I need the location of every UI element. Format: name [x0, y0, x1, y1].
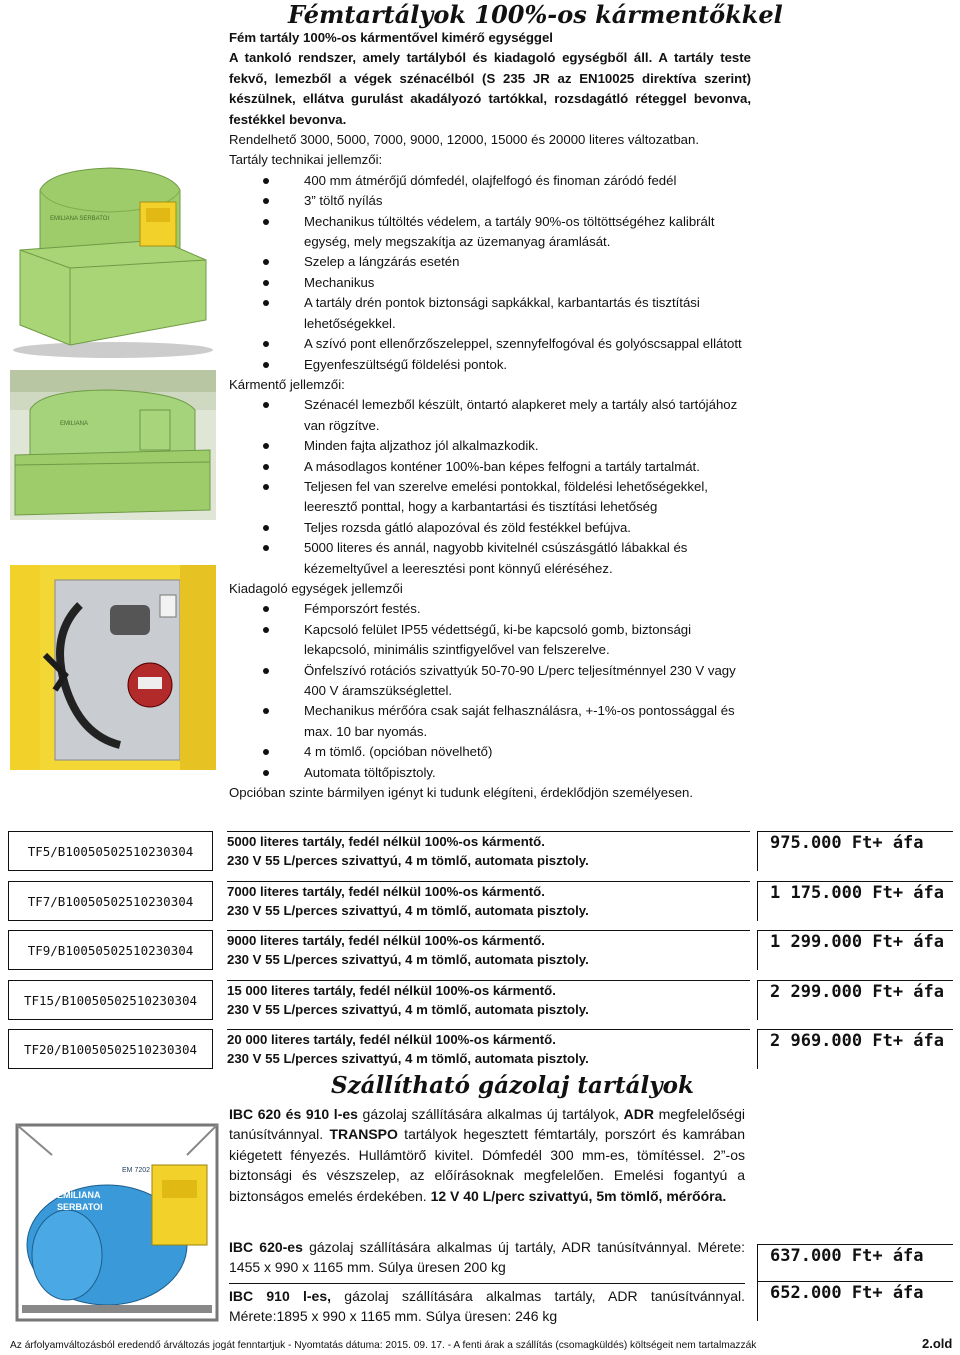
- product-line1: 20 000 literes tartály, fedél nélkül 100%-os kármentő.: [227, 1032, 556, 1047]
- list-item: Szénacél lemezből készült, öntartó alapkeret mely a tartály alsó tartójához van rögzítve.: [229, 395, 751, 436]
- transport-item-text: gázolaj szállítására alkalmas tartály, ADR tanúsítvánnyal. Mérete:1895 x 990 x 1165 mm. Súlya üresen: 246 kg: [229, 1288, 745, 1325]
- transport-adr: ADR: [623, 1106, 654, 1122]
- transport-text: tartályok hegesztett fémtartály, porszórt és kamrában kiégetett fényezés. Hullámtörő kivitel. Dómfedél 300 mm-es, tömítéssel. 2”-os biztonsági és vészszelep, az előírásoknak megfelelően. Emelési fogantyú a biztonságos emelés érdekében.: [229, 1126, 745, 1204]
- product-description: [227, 831, 750, 871]
- list-item: Egyenfeszültségű földelési pontok.: [229, 355, 751, 375]
- tank-features-list: [229, 171, 751, 375]
- list-item: A tartály drén pontok biztonsági sapkákkal, karbantartás és tisztítási lehetőségekkel.: [229, 293, 751, 334]
- transport-item-model: IBC 620-es: [229, 1239, 303, 1255]
- product-description: [227, 881, 750, 921]
- product-code: TF7/B10050502510230304: [8, 881, 213, 921]
- page-title: Fémtartályok 100%-os kármentőkkel: [288, 0, 783, 29]
- product-code: TF20/B10050502510230304: [8, 1029, 213, 1069]
- transport-text: gázolaj szállítására alkalmas új tartályok,: [357, 1106, 624, 1122]
- product-line1: 9000 literes tartály, fedél nélkül 100%-os kármentő.: [227, 933, 545, 948]
- product-line1: 5000 literes tartály, fedél nélkül 100%-os kármentő.: [227, 834, 545, 849]
- intro-line1: Fém tartály 100%-os kármentővel kimérő egységgel: [229, 30, 553, 45]
- green-tank-photo: [10, 150, 216, 360]
- transport-price-1: 637.000 Ft+ áfa: [757, 1244, 953, 1284]
- dispenser-features-list: [229, 599, 751, 783]
- list-item: Minden fajta aljzathoz jól alkalmazkodik.: [229, 436, 751, 456]
- list-item: Fémporszórt festés.: [229, 599, 751, 619]
- product-description: [227, 980, 750, 1020]
- transport-ibc-models: IBC 620 és 910 l-es: [229, 1106, 358, 1122]
- product-line2: 230 V 55 L/perces szivattyú, 4 m tömlő, automata pisztoly.: [227, 1002, 589, 1017]
- product-line1: 15 000 literes tartály, fedél nélkül 100%-os kármentő.: [227, 983, 556, 998]
- page-number: 2.old: [922, 1336, 953, 1351]
- transport-text: megfelelőségi tanúsítvánnyal.: [229, 1106, 745, 1143]
- options-note: Opcióban szinte bármilyen igényt ki tudunk elégíteni, érdeklődjön személyesen.: [229, 785, 694, 801]
- list-item: Automata töltőpisztoly.: [229, 763, 751, 783]
- green-tank-outdoor-photo: [10, 370, 216, 520]
- product-price: 975.000 Ft+ áfa: [757, 831, 953, 871]
- transport-pump-spec: 12 V 40 L/perc szivattyú, 5m tömlő, mérőóra.: [430, 1187, 727, 1204]
- product-line2: 230 V 55 L/perces szivattyú, 4 m tömlő, automata pisztoly.: [227, 853, 589, 868]
- footer-note: Az árfolyamváltozásból eredendő árváltozás jogát fenntartjuk - Nyomtatás dátuma: 2015. 09. 17. - A fenti árak a szállítás (csomagküldés) költségeit nem tartalmazzák: [10, 1340, 757, 1351]
- list-item: 400 mm átmérőjű dómfedél, olajfelfogó és finoman záródó fedél: [229, 171, 751, 191]
- transport-item-2: [229, 1283, 745, 1327]
- list-item: 4 m tömlő. (opcióban növelhető): [229, 742, 751, 762]
- list-item: Kapcsoló felület IP55 védettségű, ki-be kapcsoló gomb, biztonsági lekapcsoló, minimális szintfigyelővel van felszerelve.: [229, 620, 751, 661]
- transport-title: Szállítható gázolaj tartályok: [331, 1072, 694, 1099]
- list-item: Szelep a lángzárás esetén: [229, 252, 751, 272]
- product-price: 1 299.000 Ft+ áfa: [757, 930, 953, 970]
- transport-description: [229, 1104, 745, 1206]
- intro-block: [229, 28, 751, 803]
- list-item: 5000 literes és annál, nagyobb kivitelnél csúszásgátló lábakkal és kézemeltyűvel a leeresztési pont könnyű eléréséhez.: [229, 538, 751, 579]
- transport-code-label: EM 7202: [122, 1167, 151, 1174]
- list-item: Mechanikus: [229, 273, 751, 293]
- list-item: 3” töltő nyílás: [229, 191, 751, 211]
- transport-item-1: [229, 1237, 745, 1278]
- product-price: 1 175.000 Ft+ áfa: [757, 881, 953, 921]
- dispenser-features-heading: Kiadagoló egységek jellemzői: [229, 580, 403, 596]
- transport-tank-photo: [12, 1120, 222, 1328]
- product-code: TF9/B10050502510230304: [8, 930, 213, 970]
- tank-features-heading: Tartály technikai jellemzői:: [229, 152, 383, 168]
- product-description: [227, 930, 750, 970]
- product-code: TF15/B10050502510230304: [8, 980, 213, 1020]
- tank-logo: EMILIANA SERBATOI: [50, 216, 110, 222]
- product-description: [227, 1029, 750, 1069]
- svg-text:EMILIANA: EMILIANA: [57, 1190, 101, 1200]
- list-item: Teljesen fel van szerelve emelési pontokkal, földelési lehetőségekkel, leeresztő ponttal, hogy a karbantartási és tisztítási lehetőség: [229, 477, 751, 518]
- product-price: 2 969.000 Ft+ áfa: [757, 1029, 953, 1069]
- intro-paragraph: A tankoló rendszer, amely tartályból és kiadagoló egységből áll. A tartály teste fekvő, lemezből a végek szénacélból (S 235 JR az EN10025 direktíva szerint) készülnek, ellátva gurulást akadályozó tartókkal, rozsdagátló réteggel bevonva, festékkel bevonva.: [229, 50, 751, 127]
- intro-available: Rendelhető 3000, 5000, 7000, 9000, 12000, 15000 és 20000 literes változatban.: [229, 132, 699, 148]
- list-item: A másodlagos konténer 100%-ban képes felfogni a tartály tartalmát.: [229, 457, 751, 477]
- transport-item-text: gázolaj szállítására alkalmas új tartály, ADR tanúsítvánnyal. Mérete: 1455 x 990 x 1165 mm. Súlya üresen 200 kg: [229, 1239, 746, 1276]
- product-line1: 7000 literes tartály, fedél nélkül 100%-os kármentő.: [227, 884, 545, 899]
- dispenser-cabinet-photo: [10, 565, 216, 770]
- transport-price-2: 652.000 Ft+ áfa: [757, 1281, 953, 1321]
- tray-features-list: [229, 395, 751, 579]
- transport-item-model: IBC 910 l-es,: [229, 1288, 332, 1304]
- transport-brand: TRANSPO: [329, 1126, 398, 1143]
- svg-text:SERBATOI: SERBATOI: [57, 1202, 103, 1212]
- product-line2: 230 V 55 L/perces szivattyú, 4 m tömlő, automata pisztoly.: [227, 952, 589, 967]
- list-item: A szívó pont ellenőrzőszeleppel, szennyfelfogóval és golyóscsappal ellátott: [229, 334, 751, 354]
- list-item: Teljes rozsda gátló alapozóval és zöld festékkel befújva.: [229, 518, 751, 538]
- product-price: 2 299.000 Ft+ áfa: [757, 980, 953, 1020]
- list-item: Mechanikus túltöltés védelem, a tartály 90%-os töltöttségéhez kalibrált egység, mely megszakítja az üzemanyag áramlását.: [229, 212, 751, 253]
- list-item: Mechanikus mérőóra csak saját felhasználásra, +-1%-os pontossággal és max. 10 bar nyomás.: [229, 701, 751, 742]
- tray-features-heading: Kármentő jellemzői:: [229, 376, 345, 392]
- product-code: TF5/B10050502510230304: [8, 831, 213, 871]
- list-item: Önfelszívó rotációs szivattyúk 50-70-90 L/perc teljesítménnyel 230 V vagy 400 V áramszükséglettel.: [229, 661, 751, 702]
- svg-text:EMILIANA: EMILIANA: [60, 421, 89, 427]
- product-line2: 230 V 55 L/perces szivattyú, 4 m tömlő, automata pisztoly.: [227, 903, 589, 918]
- product-line2: 230 V 55 L/perces szivattyú, 4 m tömlő, automata pisztoly.: [227, 1051, 589, 1066]
